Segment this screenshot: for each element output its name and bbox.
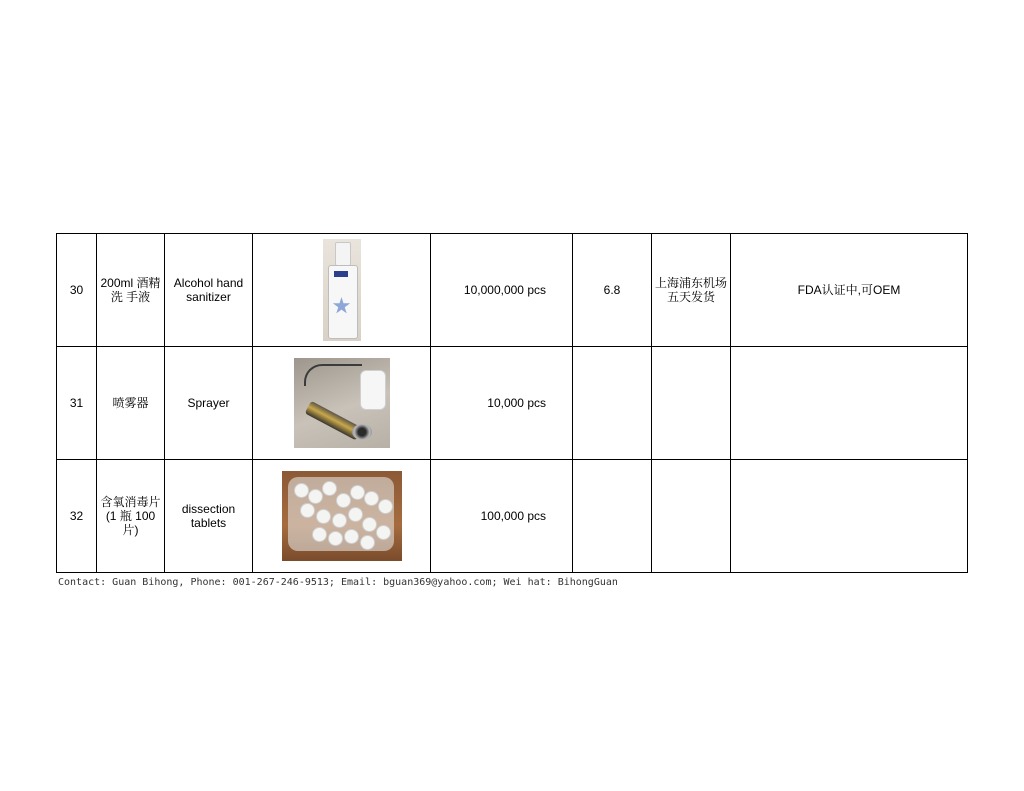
item-number: 32 [57, 460, 97, 573]
unit-price [573, 347, 652, 460]
product-image-cell [253, 460, 431, 573]
table-row [57, 234, 968, 347]
fogging-sprayer-photo [294, 358, 390, 448]
table-row [57, 460, 968, 573]
product-name-en: dissection tablets [165, 460, 253, 573]
product-image-cell [253, 347, 431, 460]
contact-footer: Contact: Guan Bihong, Phone: 001-267-246-9513; Email: bguan369@yahoo.com; Wei hat: BihongGuan [58, 577, 618, 588]
quantity: 100,000 pcs [431, 460, 573, 573]
product-table [56, 233, 968, 573]
item-number: 31 [57, 347, 97, 460]
delivery-info [652, 460, 731, 573]
quantity: 10,000 pcs [431, 347, 573, 460]
remarks [731, 347, 968, 460]
item-number: 30 [57, 234, 97, 347]
table-row [57, 347, 968, 460]
product-name-cn: 200ml 酒精洗 手液 [97, 234, 165, 347]
remarks [731, 460, 968, 573]
unit-price: 6.8 [573, 234, 652, 347]
delivery-info [652, 347, 731, 460]
product-image-cell [253, 234, 431, 347]
unit-price [573, 460, 652, 573]
sanitizer-bottle-photo [323, 239, 361, 341]
product-name-cn: 含氧消毒片 (1 瓶 100 片) [97, 460, 165, 573]
product-name-cn: 喷雾器 [97, 347, 165, 460]
disinfection-tablets-photo [282, 471, 402, 561]
product-name-en: Sprayer [165, 347, 253, 460]
quantity: 10,000,000 pcs [431, 234, 573, 347]
remarks: FDA认证中,可OEM [731, 234, 968, 347]
product-name-en: Alcohol hand sanitizer [165, 234, 253, 347]
delivery-info: 上海浦东机场 五天发货 [652, 234, 731, 347]
